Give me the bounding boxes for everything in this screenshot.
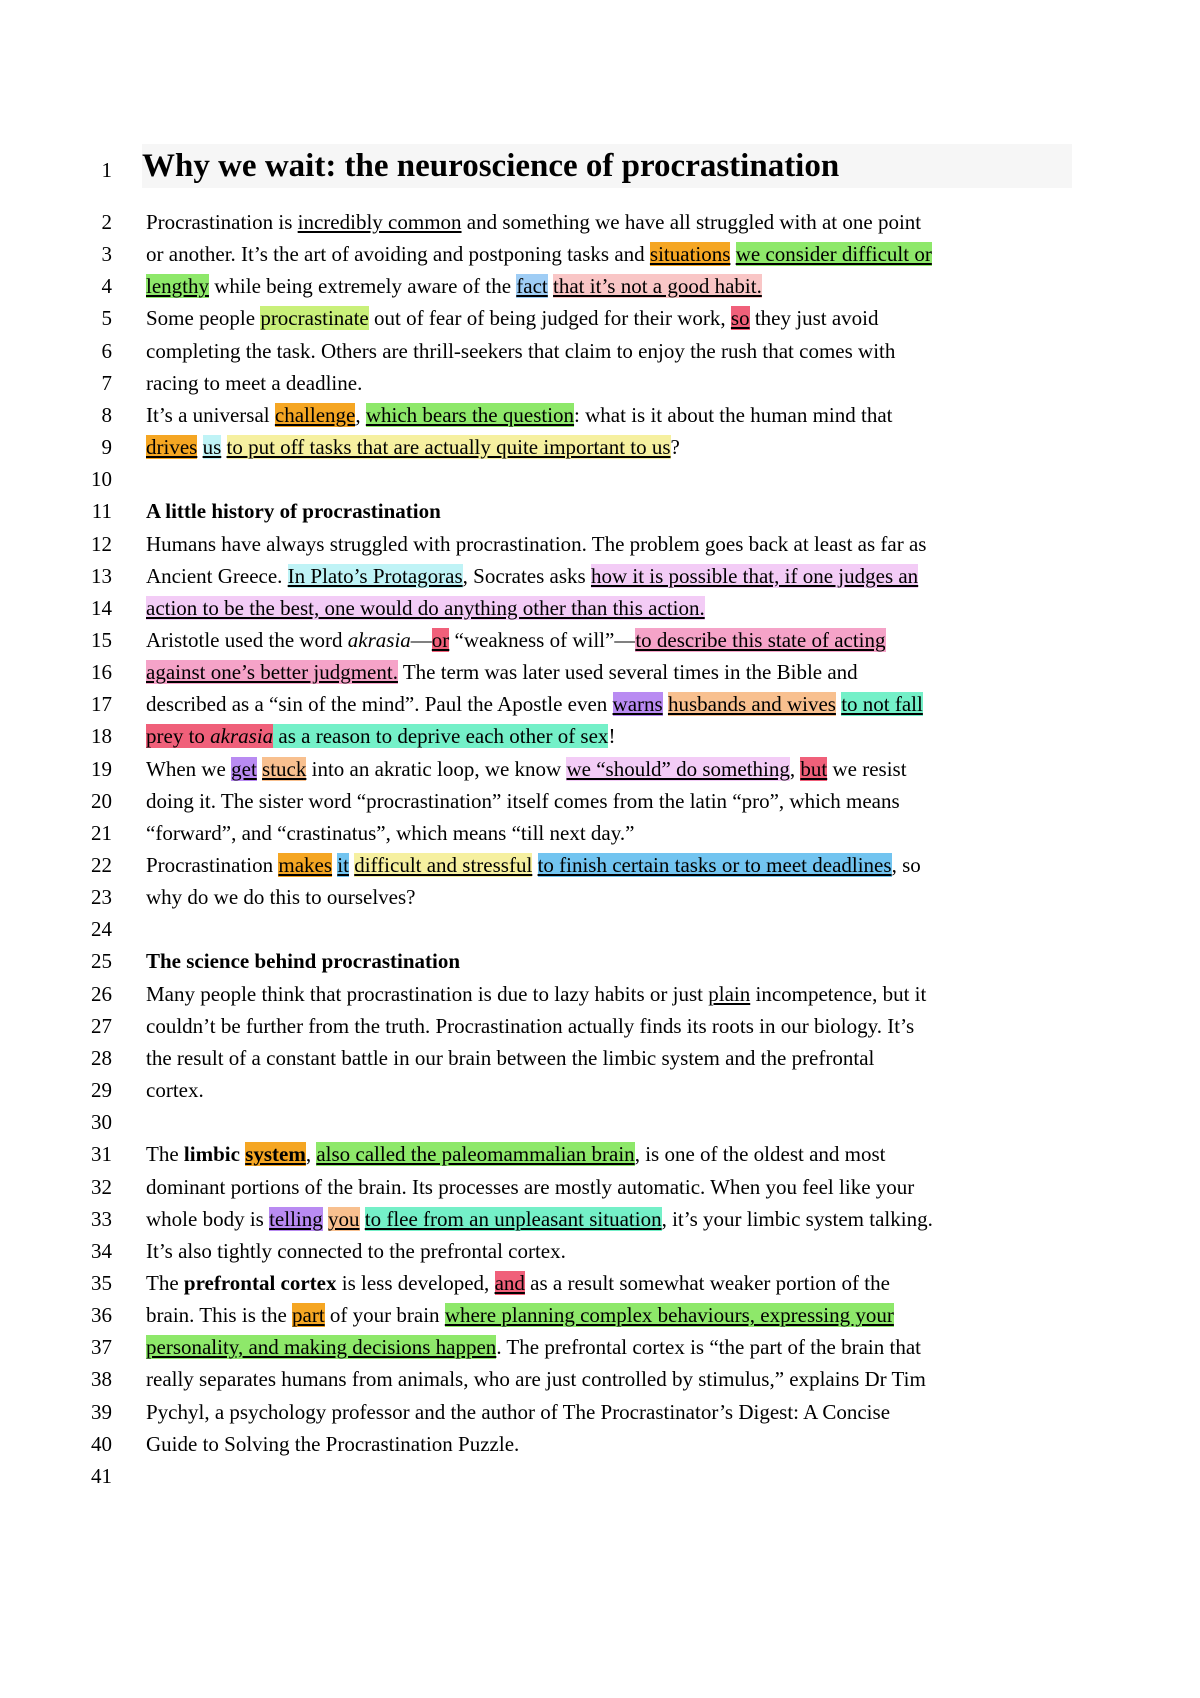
text-segment: It’s a universal [146, 402, 275, 427]
line-number: 19 [91, 756, 112, 781]
text-segment: plain [708, 981, 751, 1006]
text-segment: , [305, 1142, 317, 1167]
line-number: 18 [91, 724, 112, 749]
text-segment: . The prefrontal cortex is “the part of the brain that [496, 1335, 922, 1360]
highlighted-text: akrasia [210, 724, 274, 749]
line-text [146, 881, 415, 913]
text-segment: cortex. [146, 1078, 204, 1103]
line-text [146, 528, 926, 560]
line-number: 36 [91, 1303, 112, 1328]
page-title [142, 144, 1072, 188]
line-number: 31 [91, 1142, 112, 1167]
line-text [146, 624, 886, 656]
text-segment: , [355, 402, 366, 427]
text-segment: “forward”, and “crastinatus”, which means “till next day.” [146, 820, 635, 845]
highlighted-text: that it’s not a good habit. [553, 274, 762, 299]
line-number: 26 [91, 981, 112, 1006]
line-number: 37 [91, 1335, 112, 1360]
line-number: 41 [91, 1463, 112, 1488]
text-segment: Procrastination is [146, 210, 298, 234]
line-number: 39 [91, 1399, 112, 1424]
line-number: 40 [91, 1431, 112, 1456]
highlighted-text: stuck [262, 756, 307, 781]
line-number: 2 [101, 210, 112, 234]
text-segment: — [410, 627, 432, 652]
text-segment: The term was later used several times in the Bible and [397, 660, 858, 685]
line-number: 1 [101, 158, 112, 182]
text-segment: out of fear of being judged for their work, [368, 306, 731, 331]
highlighted-text: part [292, 1303, 325, 1328]
text-segment: prefrontal cortex [183, 1270, 337, 1295]
highlighted-text: it [337, 853, 349, 877]
highlighted-text: or [431, 627, 450, 652]
line-text [146, 1428, 519, 1460]
line-text [146, 945, 460, 977]
line-number: 38 [91, 1367, 112, 1392]
line-text [146, 1171, 914, 1203]
line-text [146, 1042, 874, 1074]
text-segment: The [146, 1142, 184, 1167]
text-segment: Ancient Greece. [146, 563, 288, 588]
line-number: 27 [91, 1013, 112, 1038]
highlighted-text: In Plato’s Protagoras [287, 563, 463, 588]
highlighted-text: telling [269, 1206, 323, 1231]
text-segment [730, 242, 735, 266]
highlighted-text: drives [146, 435, 198, 460]
text-segment: ? [670, 435, 680, 460]
text-segment: dominant portions of the brain. Its processes are mostly automatic. When you feel like your [146, 1174, 915, 1199]
text-segment: , is one of the oldest and most [634, 1142, 886, 1167]
text-segment: , it’s your limbic system talking. [661, 1206, 933, 1231]
text-segment: Many people think that procrastination is due to lazy habits or just [146, 981, 709, 1006]
line-number: 10 [91, 467, 112, 492]
line-number: 28 [91, 1045, 112, 1070]
text-segment: of your brain [324, 1303, 445, 1328]
highlighted-text: how it is possible that, if one judges an [590, 563, 919, 588]
line-number: 8 [101, 402, 112, 427]
line-number: 22 [91, 853, 112, 877]
line-number: 33 [91, 1206, 112, 1231]
text-segment: into an akratic loop, we know [306, 756, 567, 781]
line-text [146, 656, 858, 688]
line-text [146, 1363, 926, 1395]
highlighted-text: but [800, 756, 828, 781]
line-number: 23 [91, 885, 112, 910]
line-text [146, 1235, 566, 1267]
text-segment: while being extremely aware of the [209, 274, 517, 299]
highlighted-text: you [328, 1206, 360, 1231]
text-segment: is less developed, [336, 1270, 495, 1295]
line-number: 21 [91, 820, 112, 845]
line-text [146, 560, 918, 592]
highlighted-text: get [231, 756, 257, 781]
line-text [146, 1010, 914, 1042]
line-number: 9 [101, 435, 112, 460]
text-segment: Pychyl, a psychology professor and the author of The Procrastinator’s Digest: A Concise [146, 1399, 891, 1424]
text-segment: , Socrates asks [462, 563, 591, 588]
text-segment: incredibly common [297, 210, 462, 234]
line-text [146, 785, 900, 817]
line-number: 20 [91, 788, 112, 813]
text-segment [532, 853, 537, 877]
text-segment: “weakness of will”— [449, 627, 636, 652]
text-segment: Humans have always struggled with procrastination. The problem goes back at least as far as [146, 531, 927, 556]
text-segment: completing the task. Others are thrill-seekers that claim to enjoy the rush that comes with [146, 338, 896, 363]
highlighted-text: where planning complex behaviours, expressing your [444, 1303, 894, 1328]
line-number: 17 [91, 692, 112, 717]
text-segment: limbic [183, 1142, 240, 1167]
highlighted-text: action to be the best, one would do anything other than this action. [146, 595, 705, 620]
highlighted-text: warns [612, 692, 663, 717]
line-text [146, 849, 921, 881]
highlighted-text: husbands and wives [667, 692, 836, 717]
line-text [146, 270, 762, 302]
text-segment: It’s also tightly connected to the prefrontal cortex. [146, 1238, 566, 1263]
text-segment: or another. It’s the art of avoiding and postponing tasks and [146, 242, 650, 267]
highlighted-text: difficult and stressful [354, 853, 533, 877]
text-segment: really separates humans from animals, who are just controlled by stimulus,” explains Dr Tim [146, 1367, 926, 1392]
text-segment [197, 435, 202, 459]
text-segment: Guide to Solving the Procrastination Puzzle. [146, 1431, 520, 1456]
line-number: 15 [91, 627, 112, 652]
highlighted-text: procrastinate [260, 306, 369, 331]
line-number: 7 [101, 370, 112, 395]
line-number: 35 [91, 1270, 112, 1295]
line-text [146, 1267, 890, 1299]
highlighted-text: to not fall [841, 692, 923, 717]
text-segment: Procrastination [146, 853, 279, 877]
text-segment: Aristotle used the word [146, 627, 348, 652]
line-number: 29 [91, 1078, 112, 1103]
text-segment: we resist [827, 756, 907, 781]
highlighted-text: system [245, 1142, 306, 1167]
text-segment: why do we do this to ourselves? [146, 885, 416, 910]
line-number: 34 [91, 1238, 112, 1263]
line-text [146, 399, 893, 431]
line-text [146, 206, 921, 238]
text-segment: ! [608, 724, 616, 749]
text-segment: racing to meet a deadline. [146, 370, 363, 395]
line-number: 11 [91, 499, 112, 524]
highlighted-text: to finish certain tasks or to meet deadlines [537, 853, 892, 877]
highlighted-text: prey to [146, 724, 211, 749]
text-segment: brain. This is the [146, 1303, 293, 1328]
line-number: 24 [91, 917, 112, 942]
text-segment: whole body is [146, 1206, 270, 1231]
line-text [146, 1396, 890, 1428]
line-text [146, 1074, 204, 1106]
highlighted-text: we “should” do something [566, 756, 790, 781]
text-segment: and something we have all struggled with at one point [461, 210, 922, 234]
line-text [146, 817, 634, 849]
text-segment: When we [146, 756, 232, 781]
highlighted-text: also called the paleomammalian brain [316, 1142, 635, 1167]
text-segment: as a result somewhat weaker portion of the [524, 1270, 890, 1295]
text-segment: doing it. The sister word “procrastination” itself comes from the latin “pro”, which means [146, 788, 900, 813]
text-segment: , so [891, 853, 921, 877]
highlighted-text: to flee from an unpleasant situation [364, 1206, 662, 1231]
line-text [146, 753, 907, 785]
line-number: 5 [101, 306, 112, 331]
line-number: 14 [91, 595, 112, 620]
line-number: 25 [91, 949, 112, 974]
line-text [146, 720, 615, 752]
highlighted-text: against one’s better judgment. [146, 660, 398, 685]
line-text [146, 495, 441, 527]
text-segment: they just avoid [749, 306, 879, 331]
highlighted-text: fact [516, 274, 548, 299]
line-text [146, 688, 923, 720]
document-title-line [0, 144, 1200, 188]
highlighted-text: and [494, 1270, 525, 1295]
highlighted-text: we consider difficult or [735, 242, 932, 267]
text-segment: , [789, 756, 801, 781]
line-number: 32 [91, 1174, 112, 1199]
highlighted-text: personality, and making decisions happen [146, 1335, 497, 1360]
line-number: 6 [101, 338, 112, 363]
line-text [146, 1203, 933, 1235]
highlighted-text: lengthy [146, 274, 209, 299]
text-segment: couldn’t be further from the truth. Procrastination actually finds its roots in our biology. It’s [146, 1013, 915, 1038]
line-number: 13 [91, 563, 112, 588]
text-segment: described as a “sin of the mind”. Paul the Apostle even [146, 692, 613, 717]
highlighted-text: which bears the question [365, 402, 575, 427]
text-segment: the result of a constant battle in our brain between the limbic system and the prefrontal [146, 1045, 875, 1070]
line-text [146, 592, 705, 624]
text-segment: The [146, 1270, 184, 1295]
highlighted-text: to put off tasks that are actually quite important to us [226, 435, 671, 460]
text-segment: : what is it about the human mind that [574, 402, 893, 427]
line-text [146, 431, 680, 463]
line-number: 4 [101, 274, 112, 299]
line-text [146, 238, 932, 270]
highlighted-text: challenge [274, 402, 356, 427]
line-number: 12 [91, 531, 112, 556]
text-segment: Some people [146, 306, 261, 331]
line-text [146, 335, 895, 367]
text-segment: akrasia [347, 627, 411, 652]
line-text [146, 1299, 894, 1331]
highlighted-text: situations [649, 242, 731, 267]
text-segment: incompetence, but it [750, 981, 927, 1006]
line-text [146, 978, 926, 1010]
line-text [146, 302, 879, 334]
line-number: 16 [91, 660, 112, 685]
highlighted-text: so [730, 306, 750, 331]
text-segment: Why we wait: the neuroscience of procrastination [142, 148, 840, 184]
text-segment: The science behind procrastination [146, 949, 461, 974]
text-segment [360, 1207, 365, 1231]
text-segment: A little history of procrastination [146, 499, 441, 524]
highlighted-text: to describe this state of acting [635, 627, 886, 652]
text-segment [221, 435, 226, 459]
line-text [146, 1138, 886, 1170]
highlighted-text: makes [278, 853, 333, 877]
highlighted-text: us [202, 435, 222, 460]
highlighted-text: as a reason to deprive each other of sex [273, 724, 609, 749]
line-text [146, 367, 362, 399]
line-number: 30 [91, 1110, 112, 1135]
line-text [146, 1331, 921, 1363]
line-number: 3 [101, 242, 112, 267]
